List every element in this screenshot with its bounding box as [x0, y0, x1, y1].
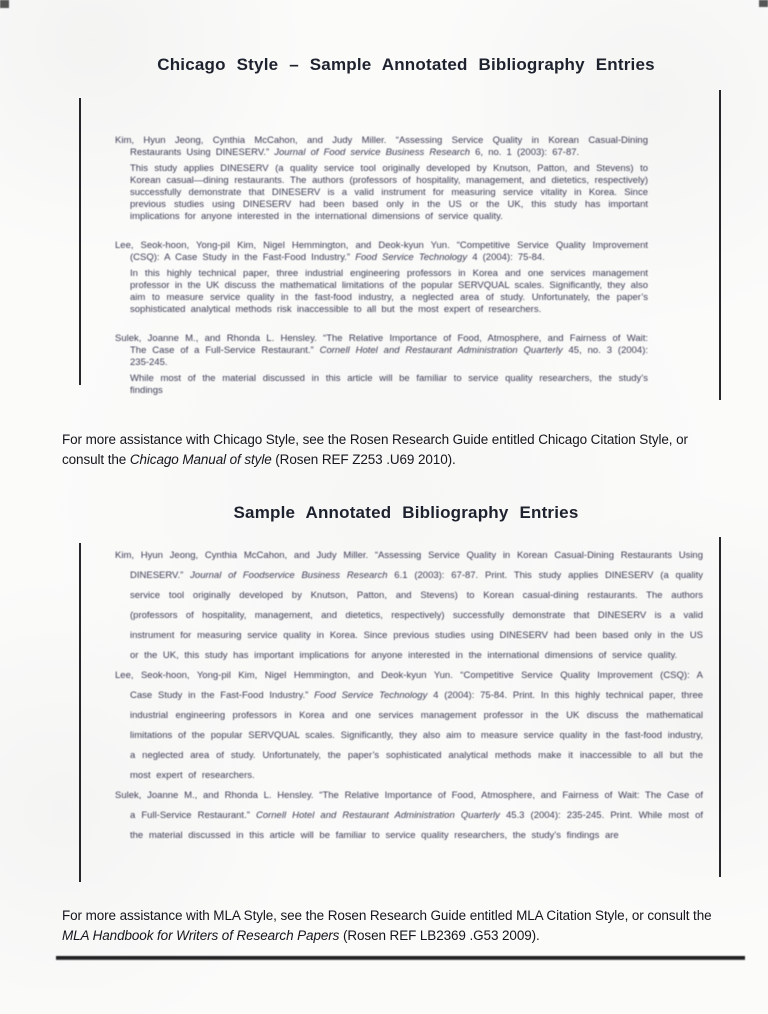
mla-section-title: Sample Annotated Bibliography Entries — [233, 503, 579, 522]
journal-title: Cornell Hotel and Restaurant Administration Quarterly — [255, 810, 500, 821]
scan-artifact-top-left — [0, 0, 9, 8]
mla-entry — [115, 666, 703, 786]
note-call-number: (Rosen REF LB2369 .G53 2009). — [339, 927, 540, 943]
mla-block-right-border — [719, 537, 721, 877]
note-text: For more assistance with Chicago Style, see the Rosen Research Guide entitled Chicago Citation Style, or consult the — [62, 432, 688, 467]
citation-pages: 4 (2004): 75-84. — [467, 252, 545, 263]
mla-block-left-border — [79, 543, 81, 882]
chicago-block-left-border — [79, 98, 81, 385]
annotation: In this highly technical paper, three industrial engineering professors in Korea and one services management professor in the UK discuss the mathematical limitations of the popular SERVQUAL scales. Significantly, they also aim to measure service quality in the fast-food industry, a neglected area of study. Unfortunately, the paper’s sophisticated analytical methods risk inaccessible to all but the most expert of researchers. — [130, 268, 648, 315]
citation — [115, 333, 648, 369]
citation — [115, 135, 648, 159]
bottom-divider-rule — [56, 956, 745, 960]
mla-entry — [115, 786, 703, 846]
annotation: While most of the material discussed in this article will be familiar to service quality researchers, the study’s findings — [130, 373, 648, 396]
journal-title: Food Service Technology — [314, 690, 428, 701]
chicago-assistance-note — [62, 430, 714, 469]
journal-title: Cornell Hotel and Restaurant Administration Quarterly — [319, 345, 563, 356]
chicago-entry — [115, 135, 648, 223]
scan-artifact-top-right — [759, 0, 768, 7]
manual-title: Chicago Manual of style — [129, 451, 272, 467]
journal-title: Journal of Food service Business Research — [274, 147, 470, 158]
citation-pages: 6, no. 1 (2003): 67-87. — [470, 147, 580, 158]
citation-and-annotation: 6.1 (2003): 67-87. Print. This study applies DINESERV (a quality service tool originally developed by Knutson, Patton, and Stevens) to Korean casual-dining restaurants. The authors (professors of hospitality, management, and dietetics, respectively) successfully demonstrate that DINESERV is a valid instrument for measuring service quality in Korea. Since previous studies using DINESERV had been based only in the US or the UK, this study has important implications for anyone interested in the international dimensions of service quality. — [130, 570, 704, 661]
journal-title: Food Service Technology — [355, 252, 468, 263]
note-text: For more assistance with MLA Style, see the Rosen Research Guide entitled MLA Citation Style, or consult the — [62, 908, 712, 923]
citation-pages: 45, no. 3 (2004): 235-245. — [130, 345, 649, 368]
citation — [115, 240, 648, 264]
mla-entries-block — [115, 546, 703, 846]
citation-and-annotation: 45.3 (2004): 235-245. Print. While most of the material discussed in this article will be familiar to service quality researchers, the study’s findings are — [130, 810, 704, 841]
mla-assistance-note — [62, 906, 714, 945]
annotation: This study applies DINESERV (a quality service tool originally developed by Knutson, Patton, and Stevens) to Korean casual—dining restaurants. The authors (professors of hospitality, management, and dietetics, respectively) successfully demonstrate that DINESERV is a valid instrument for measuring service vitality in Korea. Since previous studies using DINESERV had been based only in the US or the UK, this study has important implications for anyone interested in the international dimensions of service quality. — [130, 163, 648, 222]
citation-text: Kim, Hyun Jeong, Cynthia McCahon, and Judy Miller. “Assessing Service Quality in Korean Casual-Dining Restaurants Using DINESERV.” — [115, 135, 648, 158]
chicago-entries-block — [115, 135, 648, 397]
citation-text: Sulek, Joanne M., and Rhonda L. Hensley. “The Relative Importance of Food, Atmosphere, and Fairness of Wait: The Case of a Full-Service Restaurant.” — [115, 333, 648, 356]
chicago-section-title: Chicago Style – Sample Annotated Bibliography Entries — [157, 55, 655, 74]
chicago-entry — [115, 240, 648, 316]
citation-text: Kim, Hyun Jeong, Cynthia McCahon, and Judy Miller. “Assessing Service Quality in Korean Casual-Dining Restaurants Using DINESERV.” — [115, 550, 703, 581]
journal-title: Journal of Foodservice Business Research — [190, 570, 388, 581]
mla-entry — [115, 546, 703, 666]
citation-text: Lee, Seok-hoon, Yong-pil Kim, Nigel Hemmington, and Deok-kyun Yun. “Competitive Service Quality Improvement (CSQ): A Case Study in the Fast-Food Industry.” — [115, 240, 648, 263]
citation-text: Sulek, Joanne M., and Rhonda L. Hensley. “The Relative Importance of Food, Atmosphere, and Fairness of Wait: The Case of a Full-Service Restaurant.” — [115, 790, 703, 821]
chicago-block-right-border — [719, 90, 721, 400]
citation-text: Lee, Seok-hoon, Yong-pil Kim, Nigel Hemmington, and Deok-kyun Yun. “Competitive Service Quality Improvement (CSQ): A Case Study in the Fast-Food Industry.” — [115, 670, 703, 701]
handbook-title: MLA Handbook for Writers of Research Papers — [62, 927, 340, 943]
chicago-entry — [115, 333, 648, 397]
note-call-number: (Rosen REF Z253 .U69 2010). — [271, 451, 456, 467]
citation-and-annotation: 4 (2004): 75-84. Print. In this highly technical paper, three industrial engineering professors in Korea and one services management professor in the UK discuss the mathematical limitations of the popular SERVQUAL scales. Significantly, they also aim to measure service quality in the fast-food industry, a neglected area of study. Unfortunately, the paper’s sophisticated analytical methods make it inaccessible to all but the most expert of researchers. — [130, 690, 704, 781]
